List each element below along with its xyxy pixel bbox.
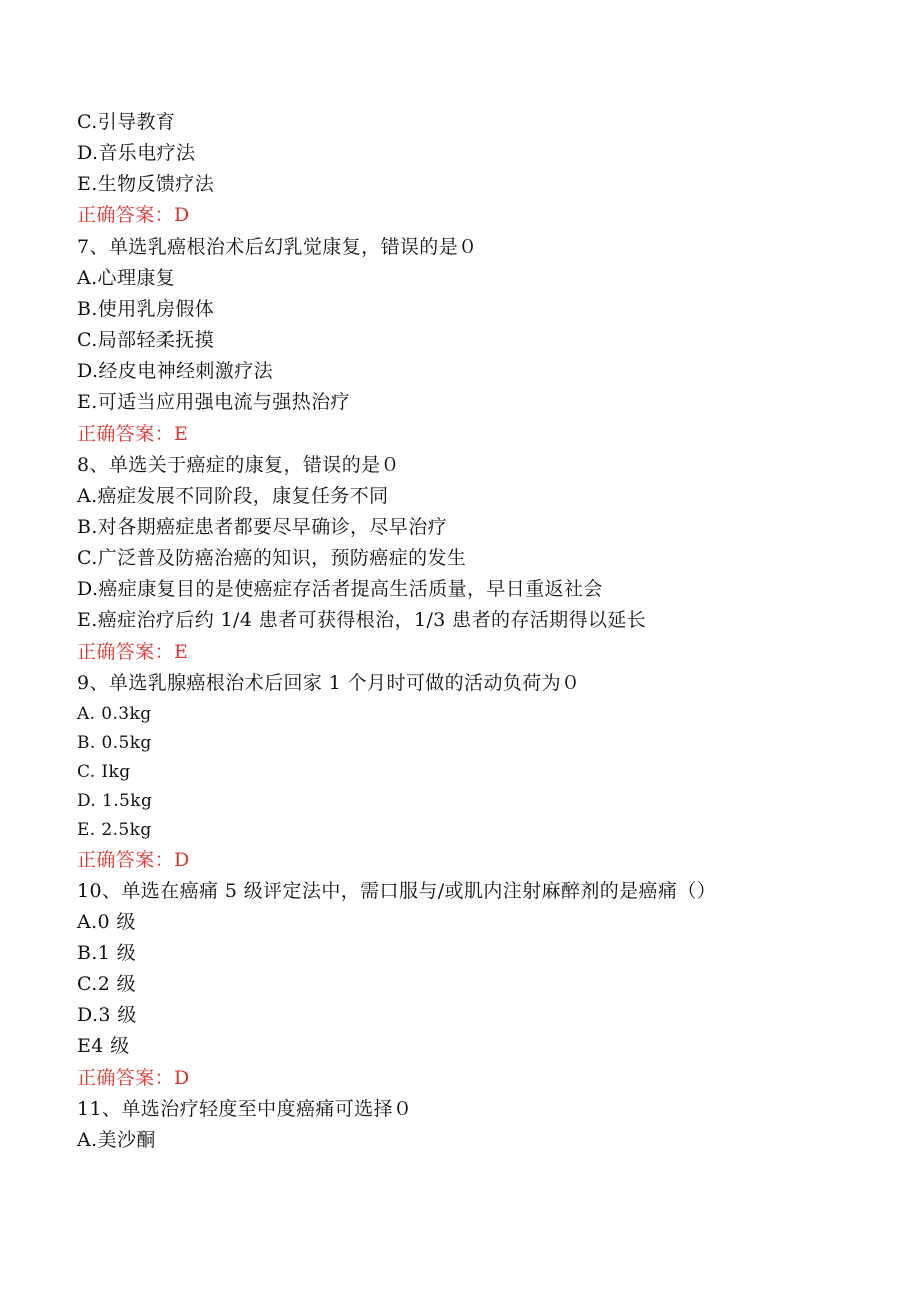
- option-q10-d: D.3 级: [77, 1004, 137, 1026]
- option-q8-a: A.癌症发展不同阶段，康复任务不同: [77, 485, 389, 507]
- option-q8-d: D.癌症康复目的是使癌症存活者提高生活质量，早日重返社会: [77, 578, 603, 600]
- option-q9-a: A. 0.3kg: [77, 704, 152, 724]
- option-q9-b: B. 0.5kg: [77, 733, 152, 753]
- question-7: 7、单选乳癌根治术后幻乳觉康复，错误的是０: [77, 236, 478, 258]
- option-q10-c: C.2 级: [77, 973, 137, 995]
- option-q10-e: E4 级: [77, 1035, 130, 1057]
- option-q8-e: E.癌症治疗后约 1/4 患者可获得根治，1/3 患者的存活期得以延长: [77, 609, 647, 631]
- option-q8-b: B.对各期癌症患者都要尽早确诊，尽早治疗: [77, 516, 448, 538]
- option-q8-c: C.广泛普及防癌治癌的知识，预防癌症的发生: [77, 547, 467, 569]
- answer-q7: 正确答案：E: [77, 423, 189, 445]
- option-q7-a: A.心理康复: [77, 267, 176, 289]
- option-q7-c: C.局部轻柔抚摸: [77, 329, 215, 351]
- question-9: 9、单选乳腺癌根治术后回家 1 个月时可做的活动负荷为０: [77, 672, 581, 694]
- question-11: 11、单选治疗轻度至中度癌痛可选择０: [77, 1098, 413, 1120]
- answer-q9: 正确答案：D: [77, 849, 190, 871]
- option-q7-d: D.经皮电神经刺激疗法: [77, 360, 273, 382]
- option-q9-e: E. 2.5kg: [77, 820, 152, 840]
- option-q9-d: D. 1.5kg: [77, 791, 153, 811]
- option-q7-e: E.可适当应用强电流与强热治疗: [77, 391, 350, 413]
- answer-q6: 正确答案：D: [77, 204, 190, 226]
- option-q6-c: C.引导教育: [77, 111, 176, 133]
- option-q6-e: E.生物反馈疗法: [77, 173, 215, 195]
- answer-q8: 正确答案：E: [77, 641, 189, 663]
- question-8: 8、单选关于癌症的康复，错误的是０: [77, 454, 400, 476]
- question-10: 10、单选在癌痛 5 级评定法中，需口服与/或肌内注射麻醉剂的是癌痛（）: [77, 880, 717, 902]
- option-q11-a: A.美沙酮: [77, 1129, 156, 1151]
- option-q9-c: C. Ikg: [77, 762, 131, 782]
- option-q10-b: B.1 级: [77, 942, 137, 964]
- option-q10-a: A.0 级: [77, 911, 136, 933]
- option-q6-d: D.音乐电疗法: [77, 142, 196, 164]
- option-q7-b: B.使用乳房假体: [77, 298, 215, 320]
- answer-q10: 正确答案：D: [77, 1067, 190, 1089]
